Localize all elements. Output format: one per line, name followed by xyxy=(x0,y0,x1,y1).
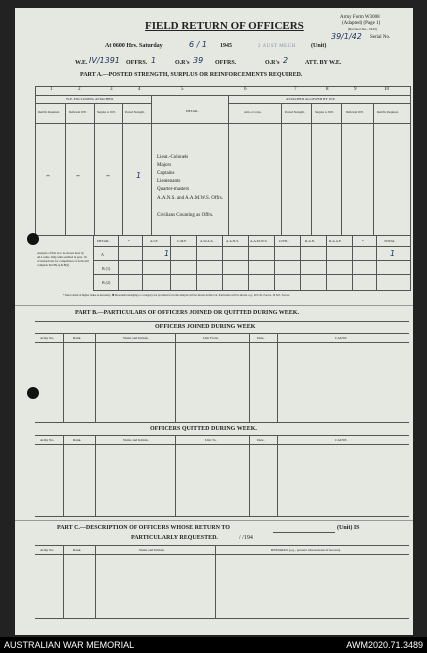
an-col-aamws: A.A.M.W.S. xyxy=(250,239,268,243)
sub-deficient: Deficient W.E. xyxy=(69,110,87,114)
jn-col-name: Name and Initials. xyxy=(123,336,149,340)
part-a-heading: PART A.—POSTED STRENGTH, SURPLUS OR REINFORCEMENTS REQUIRED. xyxy=(80,72,303,78)
pc-col-army: Army No. xyxy=(40,548,55,552)
an-row-b1: B (1) xyxy=(102,266,111,271)
col-num-4: 4 xyxy=(138,87,141,92)
punch-hole-bottom xyxy=(27,387,39,399)
analysis-note: Analysis of Part A to be shown here by ALL units. Only units entitled in para. 16 of instructions for compilation of form will complete Part B(1) & B(2). xyxy=(37,251,89,267)
jn-col-army: Army No. xyxy=(40,336,55,340)
detail-header: DETAIL xyxy=(186,109,199,113)
archive-footer xyxy=(0,637,427,653)
offrs2-label: OFFRS. xyxy=(215,60,237,66)
part-a-table xyxy=(35,86,411,236)
an-col-aif: A.I.F. xyxy=(150,239,158,243)
ors-label: O.R's xyxy=(175,60,190,66)
joined-heading: OFFICERS JOINED DURING WEEK xyxy=(155,324,256,330)
col-num-10: 10 xyxy=(384,87,389,92)
form-sheet xyxy=(15,8,413,635)
part-c-particularly: PARTICULARLY REQUESTED. xyxy=(131,535,218,541)
sub-arm-corps: Arm or Corps. xyxy=(244,110,262,114)
col-num-8: 8 xyxy=(326,87,329,92)
col-num-5: 5 xyxy=(181,87,184,92)
an-hand-total: 1 xyxy=(390,249,396,258)
part-c-table xyxy=(35,545,409,619)
we-hand: IV/1391 xyxy=(89,56,120,65)
an-col-aans: A.A.N.S. xyxy=(226,239,240,243)
we-excluding-attached: W.E. EXCLUDING ATTACHED. xyxy=(66,97,114,101)
qt-col-cause: CAUSE. xyxy=(335,438,348,442)
joined-table xyxy=(35,333,409,423)
footer-institution: AUSTRALIAN WAR MEMORIAL xyxy=(4,640,135,650)
sub-rein-right: Rein'fts Required. xyxy=(377,110,399,114)
part-c-heading: PART C.—DESCRIPTION OF OFFICERS WHOSE RETURN TO xyxy=(57,525,230,531)
qt-col-rank: Rank. xyxy=(73,438,82,442)
footer-accession: AWM2020.71.3489 xyxy=(346,640,423,650)
qt-col-name: Name and Initials. xyxy=(123,438,149,442)
an-row-b2: B (2) xyxy=(102,280,111,285)
sub-posted: Posted Strength. xyxy=(125,110,145,114)
col-num-9: 9 xyxy=(354,87,357,92)
attached-allowed: ATTACHED ALLOWED BY W.E. xyxy=(286,97,336,101)
col-num-1: 1 xyxy=(50,87,53,92)
col-num-3: 3 xyxy=(110,87,113,92)
pc-col-rank: Rank. xyxy=(73,548,82,552)
ors-hand: 39 xyxy=(193,56,204,65)
unit-label: (Unit) xyxy=(311,43,327,49)
an-col-detail: DETAIL xyxy=(97,239,110,243)
qt-col-unit: Unit To. xyxy=(205,438,217,442)
qt-col-date: Date. xyxy=(257,438,265,442)
sub-posted-strength: Posted Strength. xyxy=(285,110,305,114)
punch-hole-top xyxy=(27,233,39,245)
sub-surplus-right: Surplus to W.E. xyxy=(315,110,334,114)
jn-col-rank: Rank. xyxy=(73,336,82,340)
offrs-hand: 1 xyxy=(151,56,157,65)
rank-aans: A.A.N.S. and A.A.M.W.S. Offrs. xyxy=(157,196,223,201)
pc-col-remarks: REMARKS (e.g., present whereabouts if known). xyxy=(271,548,341,552)
at-line-prefix: At 0600 Hrs. Saturday xyxy=(105,43,163,49)
an-row-a: A xyxy=(101,252,104,257)
form-title: FIELD RETURN OF OFFICERS xyxy=(145,20,304,32)
an-hand-aif: 1 xyxy=(164,249,170,258)
we-label: W.E. xyxy=(75,60,88,66)
an-col-raaf: R.A.A.F. xyxy=(329,239,342,243)
mark-col4: 1 xyxy=(136,171,142,180)
an-col-total: TOTAL xyxy=(384,239,396,243)
mark-col3: – xyxy=(106,171,110,180)
an-col-awas: A.W.A.S. xyxy=(200,239,214,243)
an-col-cmf: C.M.F. xyxy=(177,239,187,243)
quitted-table xyxy=(35,435,409,517)
mark-col1: – xyxy=(46,171,50,180)
an-col-civil: CIVIL xyxy=(279,239,289,243)
col-num-2: 2 xyxy=(78,87,81,92)
col-num-6: 6 xyxy=(244,87,247,92)
adapted-label: (Adapted) (Page 1) xyxy=(342,21,381,26)
analysis-table xyxy=(93,235,411,291)
date-hand: 6 / 1 xyxy=(189,40,207,49)
an-col-star1: * xyxy=(128,239,130,243)
sub-surplus: Surplus to W.E. xyxy=(97,110,116,114)
rank-civilians: Civilians Counting as Offrs. xyxy=(157,213,214,218)
part-c-date-blank: / /194 xyxy=(239,535,253,541)
rank-lieutenants: Lieutenants xyxy=(157,179,181,184)
qt-col-army: Army No. xyxy=(40,438,55,442)
rank-majors: Majors xyxy=(157,163,172,168)
offrs-label: OFFRS. xyxy=(126,60,148,66)
an-col-star2: * xyxy=(362,239,364,243)
army-form-label: Army Form W3008 xyxy=(340,15,380,20)
ors2-label: O.R's xyxy=(265,60,280,66)
rank-qm: Quarter-masters xyxy=(157,187,190,192)
an-col-ran: R.A.N. xyxy=(305,239,316,243)
sub-rein-required: Rein'fts Required. xyxy=(38,110,60,114)
jn-col-cause: CAUSE. xyxy=(335,336,348,340)
sub-deficient-right: Deficient W.E. xyxy=(346,110,364,114)
serial-label: Serial No. xyxy=(370,35,391,40)
unit-stamp: 2 AUST MECH xyxy=(258,44,296,49)
jn-col-date: Date. xyxy=(257,336,265,340)
quitted-heading: OFFICERS QUITTED DURING WEEK. xyxy=(150,426,257,432)
col-num-7: 7 xyxy=(294,87,297,92)
serial-number-hand: 39/1/42 xyxy=(331,32,362,41)
revised-label: (Revised Jan., 1943) xyxy=(348,27,377,31)
ors2-hand: 2 xyxy=(283,56,289,65)
pc-col-name: Name and Initials. xyxy=(139,548,165,552)
rank-lt-col: Lieut.-Colonels xyxy=(157,155,189,160)
part-c-unit-is: (Unit) IS xyxy=(337,525,360,531)
rank-captains: Captains xyxy=(157,171,175,176)
analysis-footnote: * Insert detail of higher ranks as necessary. ✱ Personnel belonging to a category not provided for in the analysis will be shown in this Col. Particulars will be shown, e.g., 20 U.K. Forces, 10 N.E. Forces. xyxy=(63,294,290,297)
att-label: ATT. BY W.E. xyxy=(305,60,342,66)
mark-col2: – xyxy=(76,171,80,180)
year-label: 1945 xyxy=(220,43,232,49)
jn-col-unit: Unit From. xyxy=(203,336,219,340)
part-b-heading: PART B.—PARTICULARS OF OFFICERS JOINED OR QUITTED DURING WEEK. xyxy=(75,310,299,316)
